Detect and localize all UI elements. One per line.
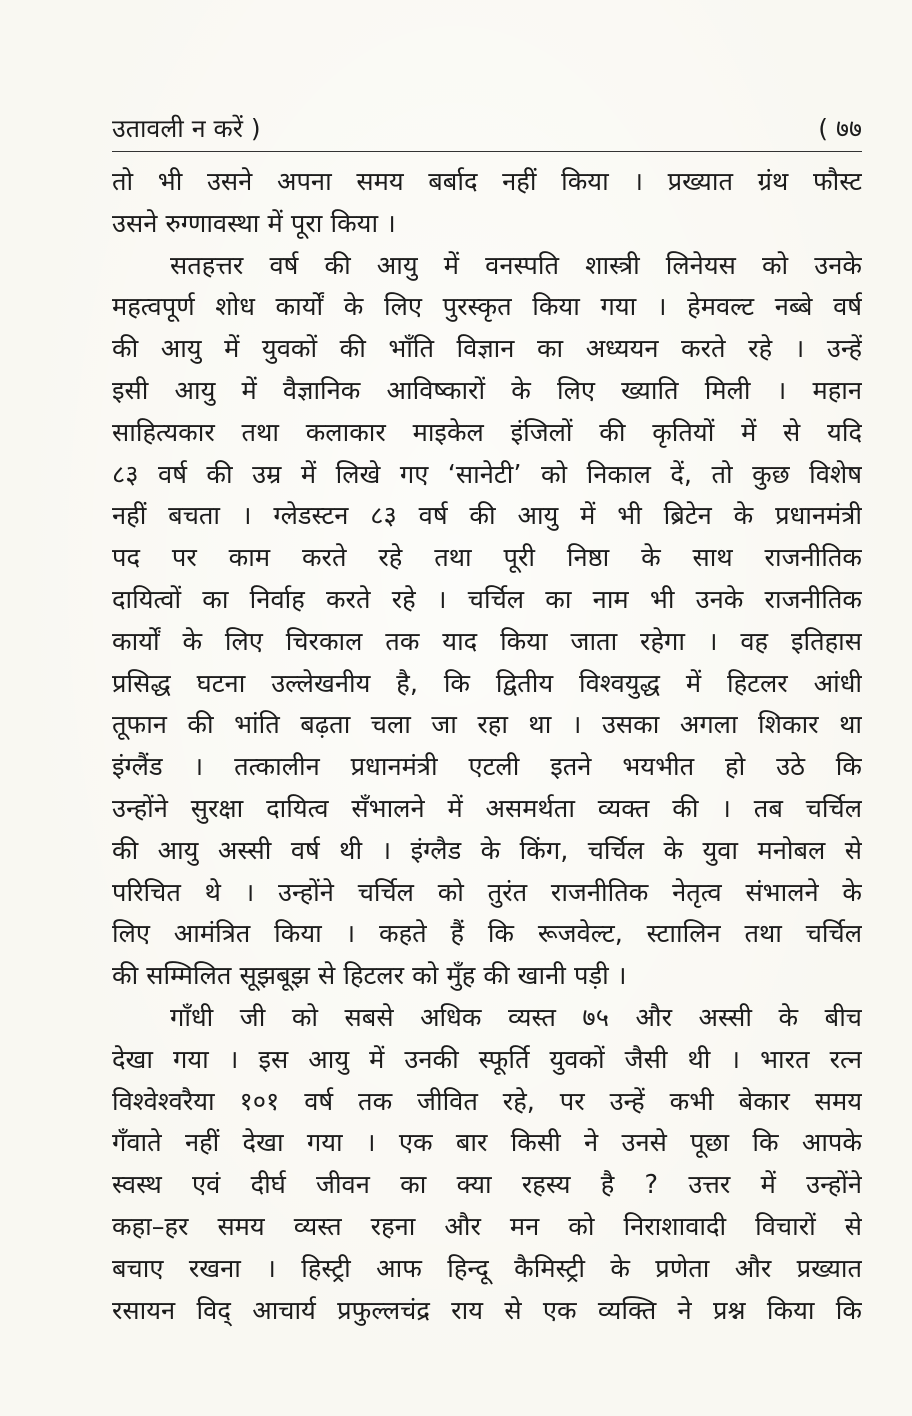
text-line: कहा–हर समय व्यस्त रहना और मन को निराशावादी विचारों से — [112, 1211, 862, 1242]
text-line: पद पर काम करते रहे तथा पूरी निष्ठा के साथ राजनीतिक — [112, 543, 862, 574]
text-line: इसी आयु में वैज्ञानिक आविष्कारों के लिए ख्याति मिली । महान — [112, 375, 862, 406]
text-line: कार्यों के लिए चिरकाल तक याद किया जाता रहेगा । वह इतिहास — [112, 626, 862, 657]
text-line: देखा गया । इस आयु में उनकी स्फूर्ति युवकों जैसी थी । भारत रत्न — [112, 1044, 862, 1075]
running-title: उतावली न करें ) — [112, 114, 261, 143]
text-line: नहीं बचता । ग्लेडस्टन ८३ वर्ष की आयु में भी ब्रिटेन के प्रधानमंत्री — [112, 501, 862, 532]
text-line: स्वस्थ एवं दीर्घ जीवन का क्या रहस्य है ? उत्तर में उन्होंने — [112, 1170, 862, 1201]
text-line: तो भी उसने अपना समय बर्बाद नहीं किया । प्रख्यात ग्रंथ फौस्ट — [112, 167, 862, 197]
text-line: ८३ वर्ष की उम्र में लिखे गए ‘सानेटी’ को निकाल दें, तो कुछ विशेष — [112, 459, 862, 490]
page-number: ( ७७ — [818, 114, 862, 143]
text-line: महत्वपूर्ण शोध कार्यों के लिए पुरस्कृत किया गया । हेमवल्ट नब्बे वर्ष — [112, 292, 862, 323]
text-line: उसने रुग्णावस्था में पूरा किया । — [112, 208, 396, 239]
text-line: विश्वेश्वरैया १०१ वर्ष तक जीवित रहे, पर उन्हें कभी बेकार समय — [112, 1086, 862, 1117]
text-line: लिए आमंत्रित किया । कहते हैं कि रूजवेल्ट, स्टाालिन तथा चर्चिल — [112, 919, 862, 950]
page-header — [112, 112, 862, 148]
text-line: गँवाते नहीं देखा गया । एक बार किसी ने उनसे पूछा कि आपके — [112, 1128, 862, 1159]
text-line: परिचित थे । उन्होंने चर्चिल को तुरंत राजनीतिक नेतृत्व संभालने के — [112, 877, 862, 908]
text-line: इंग्लैंड । तत्कालीन प्रधानमंत्री एटली इतने भयभीत हो उठे कि — [112, 752, 862, 783]
header-rule — [112, 151, 862, 152]
text-line: की आयु में युवकों की भाँति विज्ञान का अध्ययन करते रहे । उन्हें — [112, 334, 862, 365]
text-line: बचाए रखना । हिस्ट्री आफ हिन्दू कैमिस्ट्री के प्रणेता और प्रख्यात — [112, 1253, 862, 1284]
text-line: रसायन विद् आचार्य प्रफुल्लचंद्र राय से एक व्यक्ति ने प्रश्न किया कि — [112, 1295, 862, 1326]
text-line: प्रसिद्ध घटना उल्लेखनीय है, कि द्वितीय विश्वयुद्ध में हिटलर आंधी — [112, 668, 862, 699]
paragraph-start-line: गाँधी जी को सबसे अधिक व्यस्त ७५ और अस्सी के बीच — [170, 1002, 862, 1033]
text-line: की सम्मिलित सूझबूझ से हिटलर को मुँह की खानी पड़ी । — [112, 961, 627, 992]
text-line: की आयु अस्सी वर्ष थी । इंग्लैड के किंग, चर्चिल के युवा मनोबल से — [112, 835, 862, 866]
text-line: दायित्वों का निर्वाह करते रहे । चर्चिल का नाम भी उनके राजनीतिक — [112, 584, 862, 615]
text-line: उन्होंने सुरक्षा दायित्व सँभालने में असमर्थता व्यक्त की । तब चर्चिल — [112, 793, 862, 824]
text-line: तूफान की भांति बढ़ता चला जा रहा था । उसका अगला शिकार था — [112, 710, 862, 741]
paragraph-start-line: सतहत्तर वर्ष की आयु में वनस्पति शास्त्री लिनेयस को उनके — [170, 250, 862, 281]
text-line: साहित्यकार तथा कलाकार माइकेल इंजिलों की कृतियों में से यदि — [112, 417, 862, 448]
body-text — [112, 162, 862, 1332]
